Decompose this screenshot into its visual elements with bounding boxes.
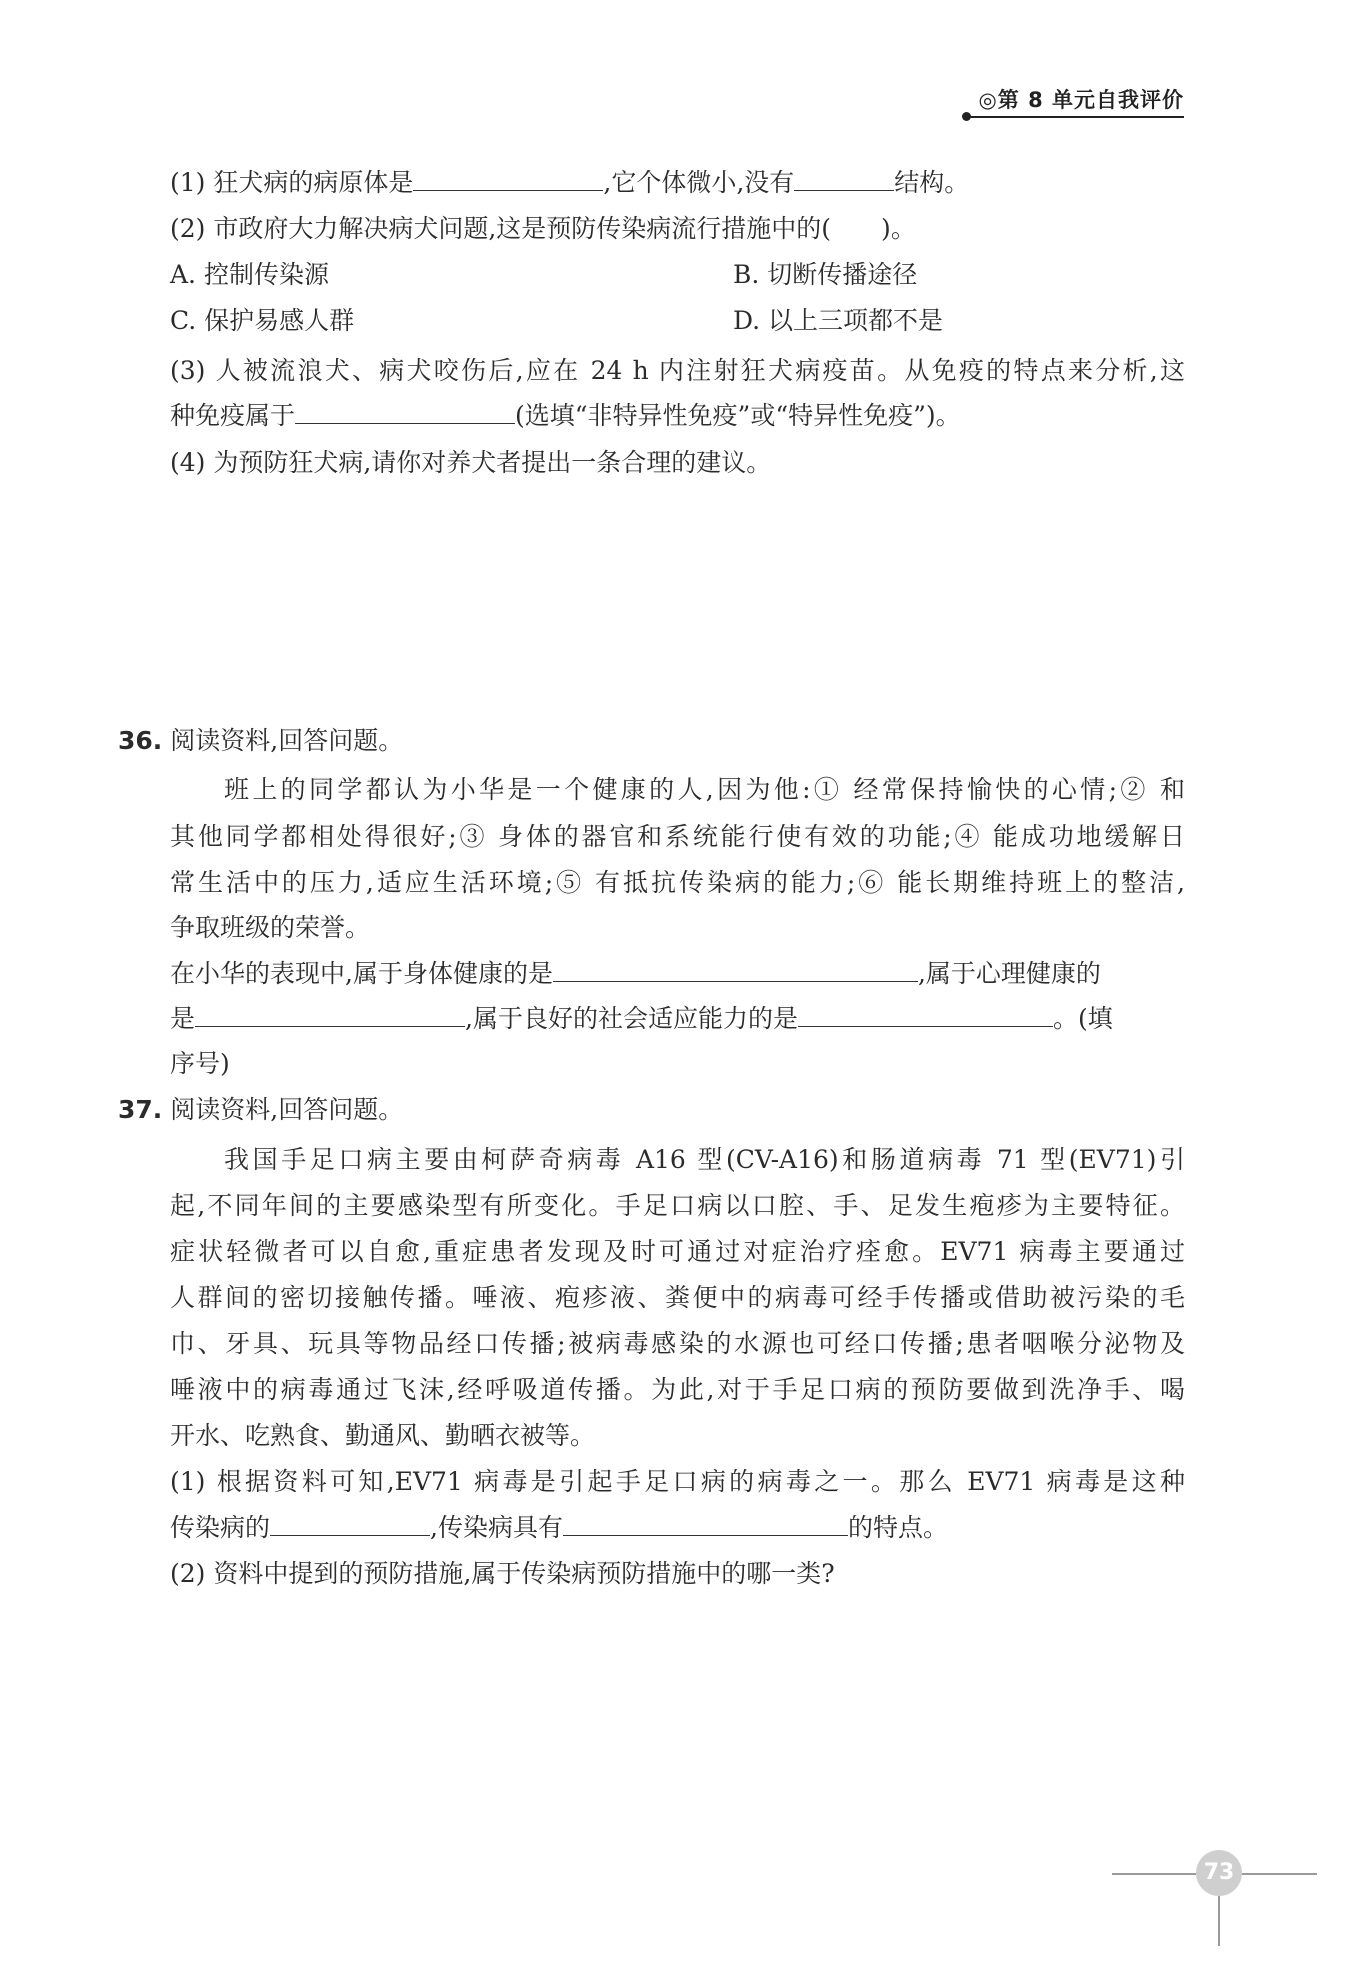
answer-blank[interactable] (563, 1511, 848, 1536)
q37-para-line: 唾液中的病毒通过飞沫,经呼吸道传播。为此,对于手足口病的预防要做到洗净手、喝 (170, 1375, 1185, 1404)
q35-part2: (2) 市政府大力解决病犬问题,这是预防传染病流行措施中的( )。 (170, 214, 916, 243)
q37-para-line: 巾、牙具、玩具等物品经口传播;被病毒感染的水源也可经口传播;患者咽喉分泌物及 (170, 1329, 1185, 1358)
q36-heading (118, 724, 403, 758)
q36-ask-line3: 序号) (170, 1049, 230, 1078)
q36-ask-text: 在小华的表现中,属于身体健康的是 (170, 959, 553, 988)
option-b: B. 切断传播途径 (733, 260, 918, 289)
q36-para-line: 班上的同学都认为小华是一个健康的人,因为他:① 经常保持愉快的心情;② 和 (224, 775, 1185, 804)
q37-part1-line2 (170, 1511, 948, 1545)
q36-ask-text: 是 (170, 1004, 196, 1033)
q37-part1-text: ,传染病具有 (430, 1513, 563, 1542)
q35-part1-text-b: ,它个体微小,没有 (603, 168, 795, 197)
q35-part3-text-b: (选填“非特异性免疫”或“特异性免疫”)。 (515, 401, 961, 430)
q36-ask-line2 (170, 1002, 1113, 1036)
question-number: 37. (118, 1095, 163, 1124)
q35-part1-text-c: 结构。 (894, 168, 970, 197)
q37-para-line: 人群间的密切接触传播。唾液、疱疹液、粪便中的病毒可经手传播或借助被污染的毛 (170, 1283, 1185, 1312)
q35-part3-line1: (3) 人被流浪犬、病犬咬伤后,应在 24 h 内注射狂犬病疫苗。从免疫的特点来分析,这 (170, 356, 1185, 385)
q35-part4: (4) 为预防狂犬病,请你对养犬者提出一条合理的建议。 (170, 448, 772, 477)
q36-ask-line1 (170, 957, 1101, 991)
answer-blank[interactable] (270, 1511, 430, 1536)
q37-para-line: 症状轻微者可以自愈,重症患者发现及时可通过对症治疗痊愈。EV71 病毒主要通过 (170, 1237, 1185, 1266)
answer-blank[interactable] (295, 399, 515, 424)
q35-part1 (170, 166, 969, 200)
q37-para-line: 我国手足口病主要由柯萨奇病毒 A16 型(CV-A16)和肠道病毒 71 型(EV71)引 (224, 1145, 1185, 1174)
option-a: A. 控制传染源 (170, 260, 329, 289)
q36-ask-text: ,属于心理健康的 (917, 959, 1101, 988)
q37-heading (118, 1093, 403, 1127)
q36-ask-text: ,属于良好的社会适应能力的是 (465, 1004, 798, 1033)
question-number: 36. (118, 726, 163, 755)
q37-para-line: 开水、吃熟食、勤通风、勤晒衣被等。 (170, 1421, 596, 1450)
footer-rule-right (1242, 1873, 1317, 1875)
option-c: C. 保护易感人群 (170, 306, 355, 335)
question-title: 阅读资料,回答问题。 (170, 1095, 404, 1124)
header-rule (966, 116, 1184, 118)
answer-blank[interactable] (794, 166, 894, 191)
q37-part1-text: 的特点。 (847, 1513, 948, 1542)
section-header: ◎第 8 单元自我评价 (978, 88, 1184, 112)
answer-blank[interactable] (553, 957, 918, 982)
page-number: 73 (1196, 1850, 1242, 1896)
q35-part1-text-a: (1) 狂犬病的病原体是 (170, 168, 414, 197)
option-d: D. 以上三项都不是 (733, 306, 944, 335)
q37-part2: (2) 资料中提到的预防措施,属于传染病预防措施中的哪一类? (170, 1559, 835, 1588)
q36-ask-text: 。(填 (1052, 1004, 1113, 1033)
answer-blank[interactable] (413, 166, 603, 191)
q36-para-line: 其他同学都相处得很好;③ 身体的器官和系统能行使有效的功能;④ 能成功地缓解日 (170, 822, 1185, 851)
q36-para-line: 争取班级的荣誉。 (170, 913, 371, 942)
footer-rule-left (1112, 1873, 1196, 1875)
q36-para-line: 常生活中的压力,适应生活环境;⑤ 有抵抗传染病的能力;⑥ 能长期维持班上的整洁, (170, 868, 1185, 897)
footer-vertical-rule (1218, 1888, 1220, 1946)
question-title: 阅读资料,回答问题。 (170, 726, 404, 755)
q37-part1-text: 传染病的 (170, 1513, 271, 1542)
answer-blank[interactable] (195, 1002, 465, 1027)
q35-part3-line2 (170, 399, 961, 433)
q37-para-line: 起,不同年间的主要感染型有所变化。手足口病以口腔、手、足发生疱疹为主要特征。 (170, 1191, 1185, 1220)
answer-blank[interactable] (798, 1002, 1053, 1027)
q37-part1-line1: (1) 根据资料可知,EV71 病毒是引起手足口病的病毒之一。那么 EV71 病毒是这种 (170, 1467, 1185, 1496)
q35-part3-text-a: 种免疫属于 (170, 401, 296, 430)
